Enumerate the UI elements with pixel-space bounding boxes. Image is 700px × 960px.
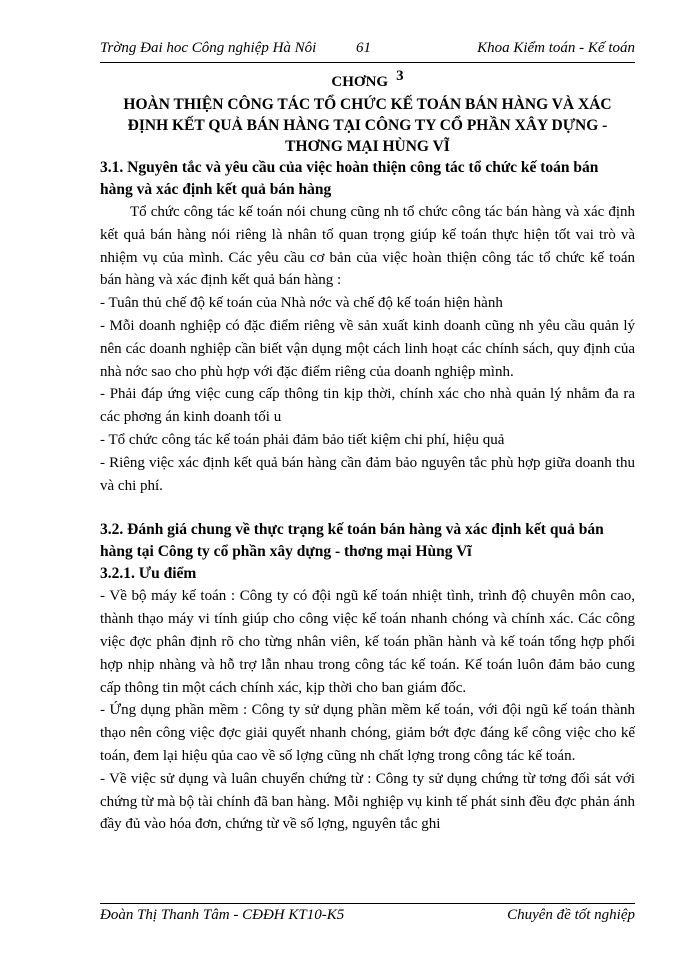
paragraph: - Ứng dụng phần mềm : Công ty sử dụng phần mềm kế toán, với đội ngũ kế toán thành thạo nên công việc đợc giải quyết nhanh chóng, giảm bớt đợc đáng kể công việc cho kế toán, đem lại hiệu qủa cao về số lợng cũng nh chất lợng trong công tác kế toán.	[100, 702, 635, 764]
subsection-heading-3-2-1: 3.2.1. Ưu điểm	[100, 565, 197, 583]
spacer	[100, 497, 635, 519]
paragraph: - Về bộ máy kế toán : Công ty có đội ngũ kế toán nhiệt tình, trình độ chuyên môn cao, thành thạo máy vi tính giúp cho công việc kế toán nhanh chóng và chính xác. Các công việc đợc phân định rõ cho từng nhân viên, kế toán phần hành và kế toán tổng hợp phối hợp nhịp nhàng và hỗ trợ lẫn nhau trong công tác kế toán. Kế toán luôn đảm bảo cung cấp thông tin một cách chính xác, kịp thời cho ban giám đốc.	[100, 588, 635, 696]
chapter-number: 3	[396, 68, 404, 84]
chapter-heading	[100, 68, 635, 92]
section-heading-3-1: 3.1. Nguyên tắc và yêu cầu của việc hoàn thiện công tác tổ chức kế toán bán hàng và xác định kết quả bán hàng	[100, 159, 599, 198]
list-item: - Mỗi doanh nghiệp có đặc điểm riêng về sản xuất kinh doanh cũng nh yêu cầu quản lý nên các doanh nghiệp cần biết vận dụng một cách linh hoạt các chính sách, quy định của nhà nớc sao cho phù hợp với đặc điểm riêng của doanh nghiệp mình.	[100, 317, 635, 380]
list-item: - Phải đáp ứng việc cung cấp thông tin kịp thời, chính xác cho nhà quản lý nhằm đa ra các phơng án kinh doanh tối u	[100, 386, 635, 426]
chapter-title	[100, 94, 635, 157]
header-rule	[100, 62, 635, 63]
list-item: - Tổ chức công tác kế toán phải đảm bảo tiết kiệm chi phí, hiệu quả	[100, 431, 505, 448]
chapter-label: CHƠNG	[331, 74, 389, 90]
chapter-title-line: HOÀN THIỆN CÔNG TÁC TỔ CHỨC KẾ TOÁN BÁN HÀNG VÀ XÁC	[123, 96, 612, 113]
header-school: Trờng Đai hoc Công nghiệp Hà Nôi	[100, 40, 317, 56]
chapter-title-line: THƠNG MẠI HÙNG VĨ	[285, 138, 450, 155]
page-body	[100, 66, 635, 836]
page-footer	[100, 907, 635, 929]
paragraph: - Về việc sử dụng và luân chuyển chứng từ : Công ty sử dụng chứng từ tơng đối sát với chứng từ mà bộ tài chính đã ban hàng. Mỗi nghiệp vụ kinh tế phát sinh đều đợc phản ánh đầy đủ vào hóa đơn, chứng từ về số lợng, nguyên tắc ghi	[100, 770, 635, 833]
section-intro: Tổ chức công tác kế toán nói chung cũng nh tổ chức công tác bán hàng và xác định kết quả bán hàng nói riêng là nhân tố quan trọng giúp kế toán thực hiện tốt vai trò và nhiệm vụ của mình. Các yêu cầu cơ bản của việc hoàn thiện công tác tổ chức kế toán bán hàng và xác định kết quả bán hàng :	[100, 204, 635, 289]
section-heading-3-2: 3.2. Đánh giá chung về thực trạng kế toán bán hàng và xác định kết quả bán hàng tại Công ty cổ phần xây dựng - thơng mại Hùng Vĩ	[100, 521, 604, 561]
footer-document-type: Chuyên đề tốt nghiệp	[507, 907, 635, 923]
footer-rule	[100, 903, 635, 904]
page-number: 61	[356, 40, 371, 56]
page-header	[100, 40, 635, 62]
header-faculty: Khoa Kiểm toán - Kế toán	[477, 40, 635, 56]
chapter-title-line: ĐỊNH KẾT QUẢ BÁN HÀNG TẠI CÔNG TY CỔ PHẦN XÂY DỰNG -	[127, 117, 608, 134]
footer-author: Đoàn Thị Thanh Tâm - CĐĐH KT10-K5	[100, 907, 345, 923]
list-item: - Riêng việc xác định kết quả bán hàng cần đảm bảo nguyên tắc phù hợp giữa doanh thu và chi phí.	[100, 454, 635, 494]
list-item: - Tuân thủ chế độ kế toán của Nhà nớc và chế độ kế toán hiện hành	[100, 295, 503, 312]
